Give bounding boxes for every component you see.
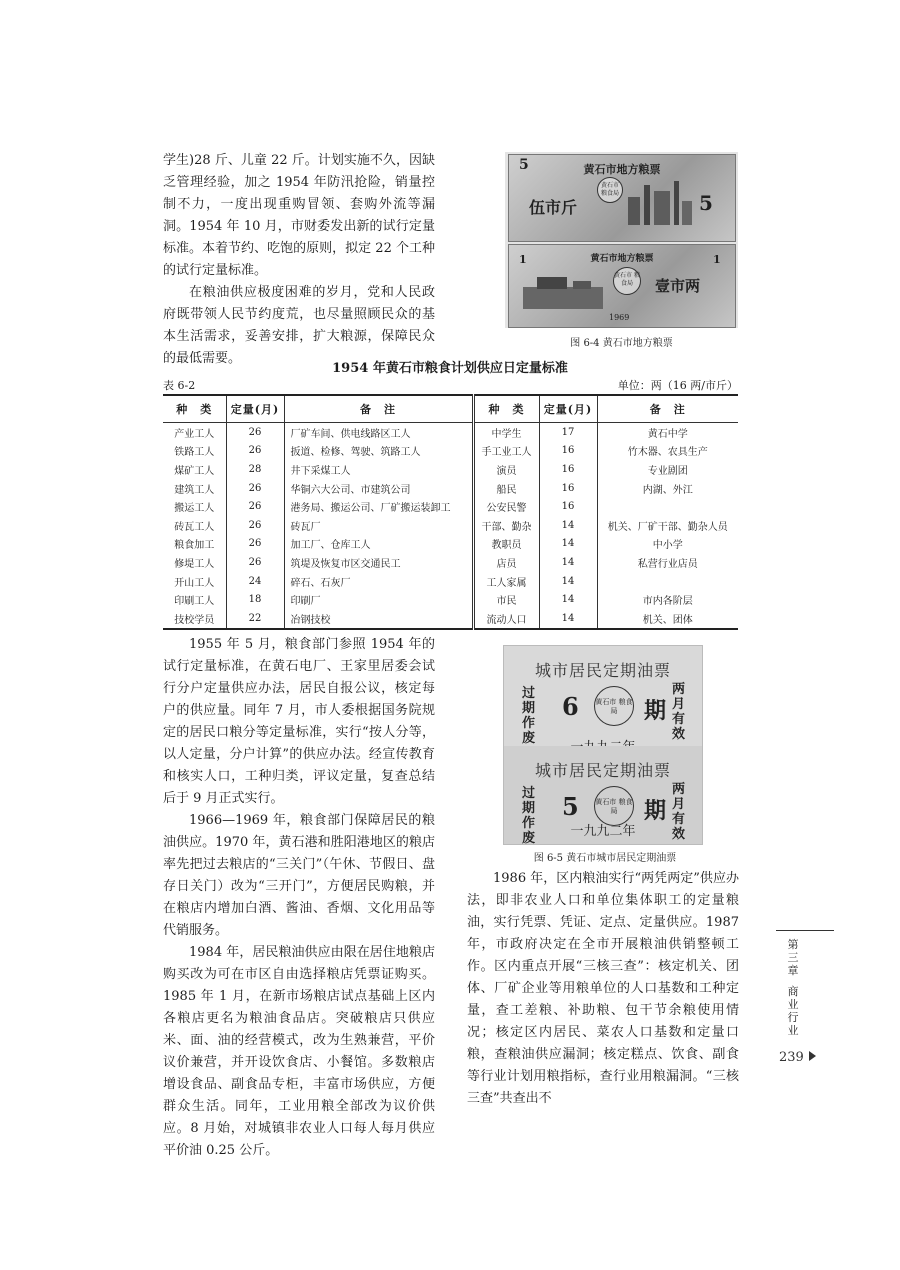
cell-quota: 14 [539, 535, 597, 554]
cell-note: 扳道、检修、驾驶、筑路工人 [284, 442, 473, 461]
table-row [163, 497, 738, 516]
cell-category: 干部、勤杂 [473, 516, 539, 535]
cell-quota: 14 [539, 516, 597, 535]
oil-ticket-photo [503, 645, 703, 845]
ticket-number-left: 5 [519, 157, 529, 173]
paragraph: 1955 年 5 月，粮食部门参照 1954 年的试行定量标准，在黄石电厂、王家里居委会试行分户定量供应办法，居民自报公议，核定每户的供应量。同年 7 月，市人委根据国务院规定的居民口粮分等定量标准，实行“按人分等，以人定量，分户计算”的供应办法。经宣传教育和核实人口，工种归类，评议定量，复查总结后于 9 月正式实行。 [163, 637, 435, 806]
cell-category: 建筑工人 [163, 479, 226, 498]
oil-ticket-period: 期 [644, 698, 667, 724]
table-header-row [163, 395, 738, 423]
header-category: 种 类 [473, 395, 539, 423]
cell-category: 船民 [473, 479, 539, 498]
cell-quota: 16 [539, 497, 597, 516]
cell-quota: 14 [539, 553, 597, 572]
harvest-illustration [523, 269, 603, 309]
cell-category: 工人家属 [473, 572, 539, 591]
cell-quota: 26 [226, 553, 284, 572]
cell-note: 中小学 [652, 540, 683, 552]
table-row [163, 460, 738, 479]
chapter-side-label [786, 938, 800, 1037]
paragraph: 1984 年，居民粮油供应由限在居住地粮店购买改为可在市区自由选择粮店凭票证购买。1985 年 1 月，在新市场粮店试点基础上区内各粮店更名为粮油食品店。突破粮店只供应米、面、油的经营模式，改为生熟兼营，平价议价兼营，并开设饮食店、小餐馆。多数粮店增设食品、副食品专柜，丰富市场供应，方便群众生活。同年，工业用粮全部改为议价供应。8 月始，对城镇非农业人口每人每月供应平价油 0.25 公斤。 [163, 945, 435, 1158]
cell-note: 碎石、石灰厂 [284, 572, 473, 591]
cell-note: 筑堤及恢复市区交通民工 [284, 553, 473, 572]
oil-ticket-seal: 黄石市 粮食局 [594, 686, 634, 726]
table-row [163, 423, 738, 442]
factory-illustration [624, 177, 694, 227]
grain-ticket-photo [505, 152, 738, 328]
grain-ticket-five-jin [508, 154, 736, 242]
cell-note: 印刷厂 [284, 590, 473, 609]
cell-category: 印刷工人 [163, 590, 226, 609]
table-row [163, 442, 738, 461]
table-row [163, 590, 738, 609]
cell-category: 中学生 [473, 423, 539, 442]
chapter-divider-line [776, 930, 834, 931]
cell-category: 铁路工人 [163, 442, 226, 461]
ticket-number: 5 [699, 191, 713, 215]
header-category: 种 类 [163, 395, 226, 423]
paragraph: 1966—1969 年，粮食部门保障居民的粮油供应。1970 年，黄石港和胜阳港地区的粮店率先把过去粮店的“三关门”（午休、节假日、盘存日关门）改为“三开门”，方便居民购粮，并在粮店内增加白酒、酱油、香烟、文化用品等代销服务。 [163, 813, 435, 938]
cell-category: 手工业工人 [473, 442, 539, 461]
cell-note: 砖瓦厂 [284, 516, 473, 535]
right-text-block [467, 868, 739, 1110]
cell-quota: 16 [539, 479, 597, 498]
cell-quota: 17 [539, 423, 597, 442]
cell-note: 黄石中学 [647, 428, 688, 440]
ticket-seal: 黄石市 粮食局 [597, 177, 623, 203]
chapter-number: 第三章 [787, 938, 799, 977]
cell-quota: 16 [539, 442, 597, 461]
cell-note: 井下采煤工人 [284, 460, 473, 479]
cell-category: 开山工人 [163, 572, 226, 591]
cell-category: 公安民警 [473, 497, 539, 516]
paragraph: 1986 年，区内粮油实行“两凭两定”供应办法，即非农业人口和单位集体职工的定量粮油，实行凭票、凭证、定点、定量供应。1987 年，市政府决定在全市开展粮油供销整顿工作。区内重点开展“三核三查”：核定机关、团体、厂矿企业等用粮单位的人口基数和工种定量，查工差粮、补助粮、包干节余粮使用情况；核定区内居民、菜农人口基数和定量口粮，查粮油供应漏洞；核定糕点、饮食、副食等行业计划用粮指标，查行业用粮漏洞。“三核三查”共查出不 [467, 871, 739, 1106]
chapter-title: 商业行业 [787, 985, 799, 1037]
table-row [163, 516, 738, 535]
ticket-title: 黄石市地方粮票 [590, 254, 654, 264]
oil-ticket-expiry-note: 过期作废 [522, 686, 536, 746]
cell-quota: 26 [226, 516, 284, 535]
cell-quota: 26 [226, 423, 284, 442]
cell-quota: 16 [539, 460, 597, 479]
ration-standard-table [163, 394, 738, 630]
header-quota: 定量(月) [539, 395, 597, 423]
oil-ticket-expiry-note: 过期作废 [522, 786, 536, 845]
figure-6-4-caption: 图 6-4 黄石市地方粮票 [570, 338, 673, 349]
header-note: 备 注 [284, 395, 473, 423]
cell-category: 搬运工人 [163, 497, 226, 516]
ticket-amount: 壹市两 [655, 277, 701, 295]
cell-quota: 26 [226, 479, 284, 498]
cell-note: 冶钢技校 [284, 609, 473, 629]
cell-note: 专业剧团 [647, 465, 688, 477]
cell-note: 港务局、搬运公司、厂矿搬运装卸工 [284, 497, 473, 516]
cell-note: 内湖、外江 [642, 484, 693, 496]
cell-note: 华铜六大公司、市建筑公司 [284, 479, 473, 498]
paragraph: 在粮油供应极度困难的岁月，党和人民政府既带领人民节约度荒，也尽量照顾民众的基本生活需求，妥善安排，扩大粮源，保障民众的最低需要。 [163, 285, 435, 366]
cell-note: 私营行业店员 [637, 558, 698, 570]
cell-category: 演员 [473, 460, 539, 479]
cell-quota: 14 [539, 609, 597, 629]
header-note: 备 注 [597, 395, 738, 423]
oil-ticket-number: 5 [562, 792, 579, 821]
cell-category: 砖瓦工人 [163, 516, 226, 535]
paragraph: 学生)28 斤、儿童 22 斤。计划实施不久，因缺乏管理经验，加之 1954 年防汛抢险，销量控制不力，一度出现重购冒领、套购外流等漏洞。1954 年 10 月，市财委发出新的试行定量标准。本着节约、吃饱的原则，拟定 22 个工种的试行定量标准。 [163, 153, 435, 278]
figure-6-5-caption: 图 6-5 黄石市城市居民定期油票 [533, 853, 677, 864]
cell-quota: 26 [226, 442, 284, 461]
oil-ticket-validity-note: 两月有效 [672, 782, 686, 842]
ticket-title: 黄石市地方粮票 [583, 163, 661, 176]
cell-note: 市内各阶层 [642, 596, 693, 608]
table-row [163, 479, 738, 498]
table-row [163, 609, 738, 629]
page-number-text: 239 [779, 1050, 804, 1065]
cell-note [597, 497, 738, 516]
table-row [163, 572, 738, 591]
cell-quota: 28 [226, 460, 284, 479]
cell-category: 产业工人 [163, 423, 226, 442]
cell-quota: 26 [226, 497, 284, 516]
cell-note [597, 572, 738, 591]
oil-ticket-seal: 黄石市 粮食局 [594, 786, 634, 826]
table-row [163, 553, 738, 572]
cell-note: 机关、厂矿干部、勤杂人员 [607, 521, 728, 533]
cell-quota: 22 [226, 609, 284, 629]
cell-quota: 14 [539, 572, 597, 591]
cell-quota: 14 [539, 590, 597, 609]
cell-note: 厂矿车间、供电线路区工人 [284, 423, 473, 442]
header-quota: 定量(月) [226, 395, 284, 423]
cell-category: 教职员 [473, 535, 539, 554]
table-unit: 单位：两（16 两/市斤） [617, 379, 738, 392]
cell-category: 技校学员 [163, 609, 226, 629]
table-number: 表 6-2 [163, 379, 196, 392]
table-row [163, 535, 738, 554]
triangle-right-icon [809, 1051, 816, 1061]
oil-ticket-title: 城市居民定期油票 [534, 661, 671, 680]
cell-note: 机关、团体 [642, 614, 693, 626]
oil-ticket-period: 期 [644, 798, 667, 824]
cell-category: 粮食加工 [163, 535, 226, 554]
left-text-block [163, 634, 435, 1162]
cell-category: 市民 [473, 590, 539, 609]
cell-quota: 18 [226, 590, 284, 609]
cell-note: 竹木器、农具生产 [627, 447, 708, 459]
oil-ticket-number: 6 [562, 692, 579, 721]
oil-ticket-validity-note: 两月有效 [672, 682, 686, 742]
ticket-amount: 伍市斤 [529, 198, 578, 217]
top-text-block [163, 150, 435, 370]
page-number [779, 1050, 816, 1065]
ticket-year: 1969 [609, 313, 630, 322]
grain-ticket-one-liang [508, 244, 736, 328]
table-title: 1954 年黄石市粮食计划供应日定量标准 [332, 361, 568, 376]
ticket-seal: 黄石市 粮食局 [613, 267, 641, 295]
ticket-number-left: 1 [519, 253, 527, 266]
cell-category: 煤矿工人 [163, 460, 226, 479]
cell-quota: 26 [226, 535, 284, 554]
oil-ticket-period-5 [504, 746, 702, 844]
cell-category: 修堤工人 [163, 553, 226, 572]
oil-ticket-title: 城市居民定期油票 [534, 761, 671, 780]
cell-category: 店员 [473, 553, 539, 572]
cell-quota: 24 [226, 572, 284, 591]
oil-ticket-year: 一九九二年 [570, 824, 636, 839]
ticket-number-right: 1 [713, 253, 721, 266]
cell-note: 加工厂、仓库工人 [284, 535, 473, 554]
cell-category: 流动人口 [473, 609, 539, 629]
